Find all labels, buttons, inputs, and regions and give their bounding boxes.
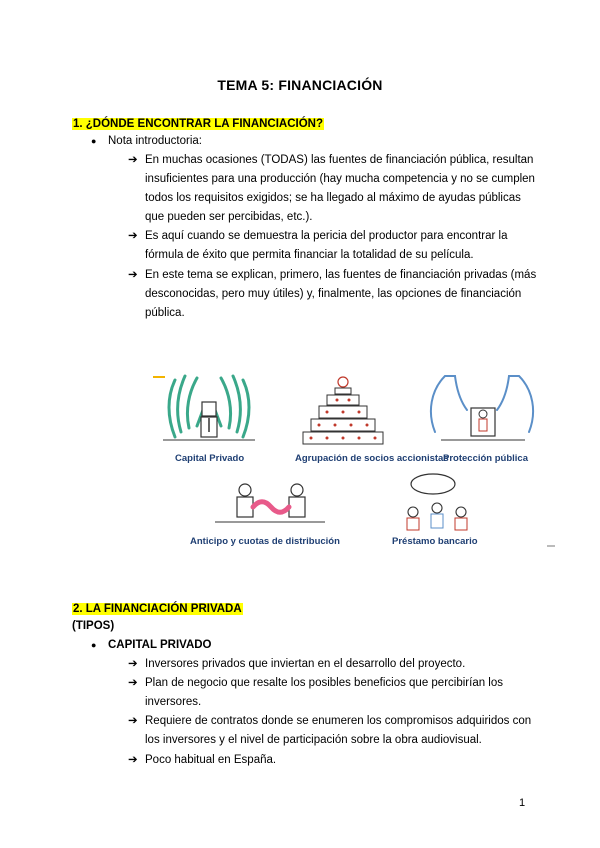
caption-capital-privado: Capital Privado bbox=[175, 453, 245, 464]
socios-pyramid-drawing bbox=[303, 377, 383, 444]
section-2-heading: 2. LA FINANCIACIÓN PRIVADA bbox=[73, 603, 242, 615]
caption-agrupacion-socios: Agrupación de socios accionistas bbox=[295, 453, 449, 464]
list-item: Es aquí cuando se demuestra la pericia del productor para encontrar la fórmula de éxito que permita financiar la totalidad de su película. bbox=[145, 230, 508, 261]
caption-anticipo: Anticipo y cuotas de distribución bbox=[190, 536, 340, 547]
bullet-nota bbox=[91, 132, 96, 151]
caption-prestamo-bancario: Préstamo bancario bbox=[392, 536, 478, 547]
bullet-capital bbox=[91, 636, 96, 655]
bullet-dot-icon: ● bbox=[91, 640, 97, 650]
list-item: Inversores privados que inviertan en el desarrollo del proyecto. bbox=[145, 658, 466, 670]
arrow-icon: ➔ bbox=[128, 658, 138, 670]
bullet-dot-icon: ● bbox=[91, 136, 97, 146]
capital-privado-drawing bbox=[163, 376, 255, 440]
nota-introductoria: Nota introductoria: bbox=[108, 135, 202, 147]
financing-illustration bbox=[145, 362, 565, 558]
arrow-icon: ➔ bbox=[128, 754, 138, 766]
arrow-icon: ➔ bbox=[128, 715, 138, 727]
arrow-icon: ➔ bbox=[128, 269, 138, 281]
caption-proteccion-publica: Protección pública bbox=[443, 453, 528, 464]
arrow-icon: ➔ bbox=[128, 154, 138, 166]
list-item: En muchas ocasiones (TODAS) las fuentes de financiación pública, resultan insuficientes para una producción (hay mucha competencia y no se cumplen todos los requisitos exigidos; se ha llegado al máximo de ayudas públicas que pueden ser percibidas, etc.). bbox=[145, 154, 535, 223]
arrow-icon: ➔ bbox=[128, 677, 138, 689]
page-title: TEMA 5: FINANCIACIÓN bbox=[217, 77, 383, 93]
anticipo-handshake-drawing bbox=[215, 484, 325, 522]
list-item: Plan de negocio que resalte los posibles beneficios que percibirían los inversores. bbox=[145, 677, 504, 708]
list-item: En este tema se explican, primero, las fuentes de financiación privadas (más desconocidas, pero muy útiles) y, finalmente, las opciones de financiación pública. bbox=[145, 269, 537, 319]
page-number: 1 bbox=[519, 797, 526, 809]
list-item: Poco habitual en España. bbox=[145, 754, 277, 766]
section-1-heading: 1. ¿DÓNDE ENCONTRAR LA FINANCIACIÓN? bbox=[73, 118, 324, 130]
arrow-icon: ➔ bbox=[128, 230, 138, 242]
capital-privado-heading: CAPITAL PRIVADO bbox=[108, 639, 212, 651]
list-item: Requiere de contratos donde se enumeren los compromisos adquiridos con los inversores y el nivel de participación sobre la obra audiovisual. bbox=[145, 715, 532, 746]
section-2-subheading: (TIPOS) bbox=[72, 620, 115, 632]
proteccion-publica-drawing bbox=[431, 376, 533, 440]
